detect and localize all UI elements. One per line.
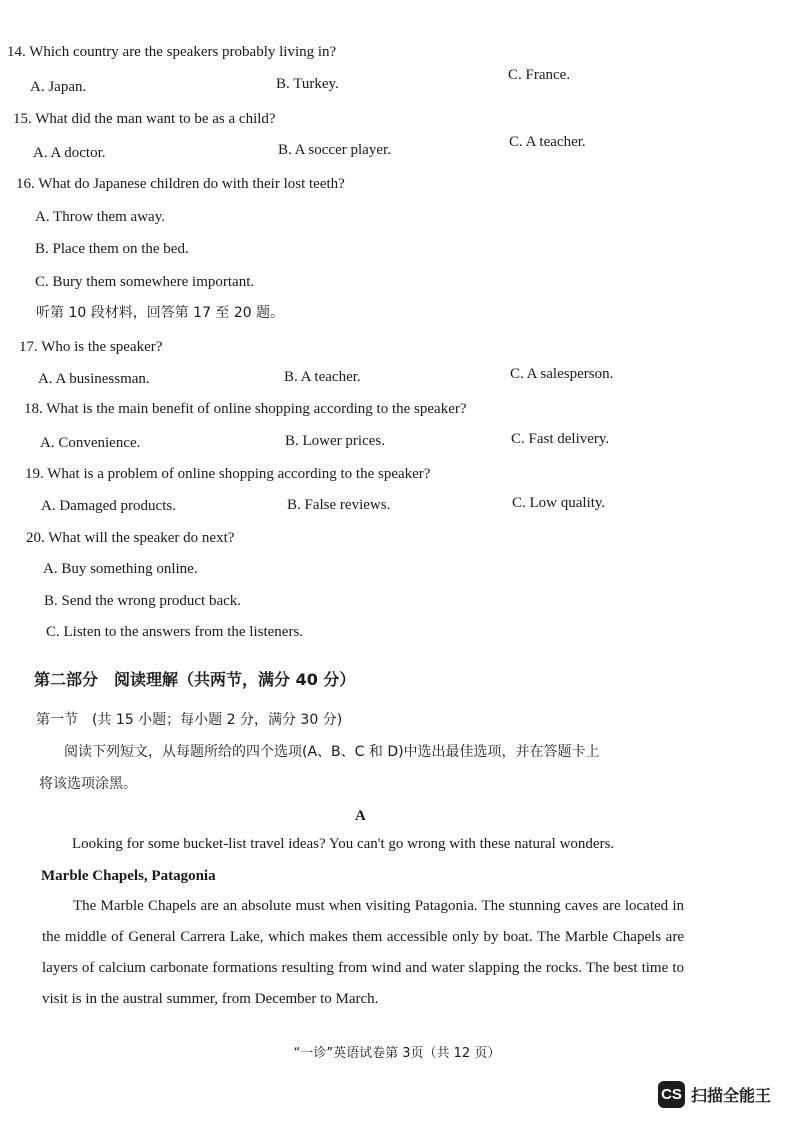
- passage-body: The Marble Chapels are an absolute must when visiting Patagonia. The stunning caves are located in the middle of General Carrera Lake, which makes them accessible only by boat. The Marble Chapels are layers of calcium carbonate formations resulting from wind and water slapping the rocks. The best time to visit is in the austral summer, from December to March.: [42, 898, 684, 1007]
- question-15: 15. What did the man want to be as a child?: [13, 111, 276, 127]
- page-footer: “一诊”英语试卷第 3页（共 12 页）: [293, 1046, 501, 1061]
- option-19-c: C. Low quality.: [512, 495, 606, 511]
- part-title: 第二部分 阅读理解（共两节，满分 40 分）: [34, 670, 356, 689]
- option-15-a: A. A doctor.: [33, 145, 106, 161]
- option-15-c: C. A teacher.: [509, 134, 586, 150]
- option-17-c: C. A salesperson.: [510, 366, 614, 382]
- question-16: 16. What do Japanese children do with their lost teeth?: [16, 176, 345, 192]
- option-18-b: B. Lower prices.: [285, 433, 385, 449]
- option-14-b: B. Turkey.: [276, 76, 339, 92]
- option-17-b: B. A teacher.: [284, 369, 361, 385]
- watermark-text: 扫描全能王: [691, 1086, 772, 1105]
- scanner-watermark: [658, 1081, 771, 1108]
- option-20-b: B. Send the wrong product back.: [44, 593, 242, 609]
- question-14: 14. Which country are the speakers probably living in?: [7, 44, 337, 60]
- option-17-a: A. A businessman.: [38, 371, 150, 387]
- directions-line-1: 阅读下列短文，从每题所给的四个选项(A、B、C 和 D)中选出最佳选项，并在答题卡上: [64, 744, 600, 760]
- question-17: 17. Who is the speaker?: [19, 339, 163, 355]
- option-16-c: C. Bury them somewhere important.: [35, 274, 255, 290]
- question-19: 19. What is a problem of online shopping according to the speaker?: [25, 466, 431, 482]
- passage-heading: Marble Chapels, Patagonia: [41, 868, 216, 884]
- option-19-b: B. False reviews.: [287, 497, 391, 513]
- option-20-a: A. Buy something online.: [43, 561, 198, 577]
- directions-line-2: 将该选项涂黑。: [39, 776, 137, 792]
- question-18: 18. What is the main benefit of online shopping according to the speaker?: [24, 401, 467, 417]
- listening-instruction: 听第 10 段材料，回答第 17 至 20 题。: [36, 305, 285, 321]
- option-15-b: B. A soccer player.: [278, 142, 391, 158]
- option-16-a: A. Throw them away.: [35, 209, 165, 225]
- option-16-b: B. Place them on the bed.: [35, 241, 189, 257]
- option-18-c: C. Fast delivery.: [511, 431, 610, 447]
- option-19-a: A. Damaged products.: [41, 498, 176, 514]
- camscanner-logo-icon: CS: [658, 1081, 685, 1108]
- option-18-a: A. Convenience.: [40, 435, 141, 451]
- passage-label: A: [355, 808, 366, 824]
- question-20: 20. What will the speaker do next?: [26, 530, 235, 546]
- option-20-c: C. Listen to the answers from the listeners.: [46, 624, 304, 640]
- option-14-a: A. Japan.: [30, 79, 87, 95]
- option-14-c: C. France.: [508, 67, 571, 83]
- passage-intro: Looking for some bucket-list travel ideas? You can't go wrong with these natural wonders.: [72, 836, 615, 852]
- section-title: 第一节 (共 15 小题；每小题 2 分，满分 30 分): [36, 712, 343, 728]
